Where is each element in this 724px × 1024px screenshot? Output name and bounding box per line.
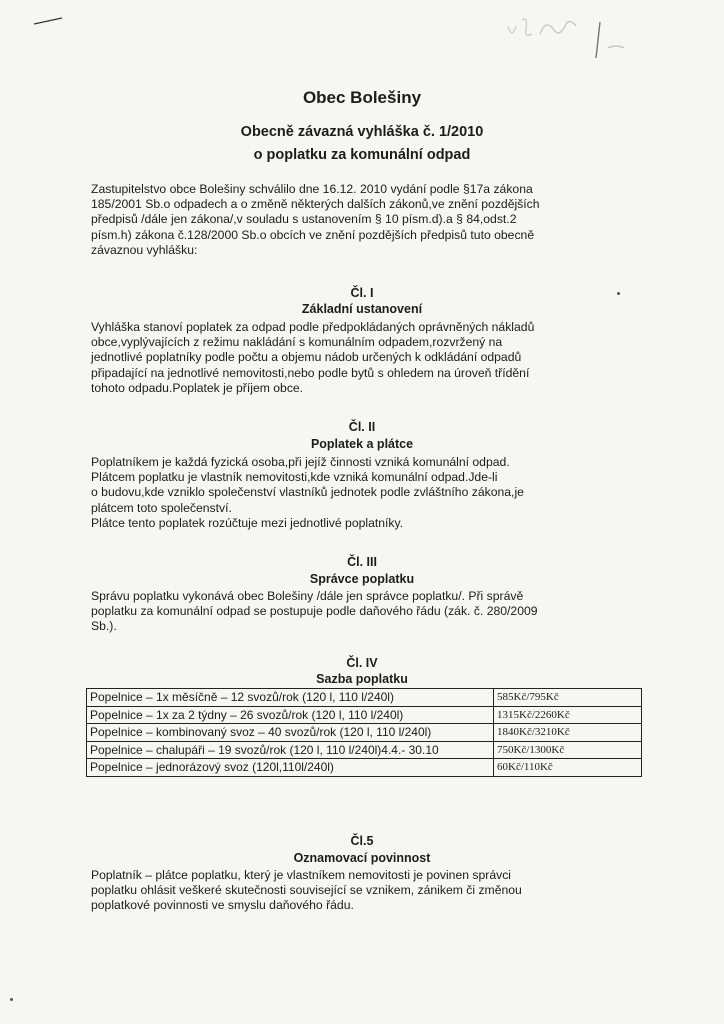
decree-subtitle: o poplatku za komunální odpad <box>253 147 471 163</box>
fee-price: 60Kč/110Kč <box>494 759 642 777</box>
fee-description: Popelnice – kombinovaný svoz – 40 svozů/rok (120 l, 110 l/240l) <box>87 724 494 742</box>
section-2-text: Poplatníkem je každá fyzická osoba,při jejíž činnosti vzniká komunální odpad. Plátcem poplatku je vlastník nemovitosti,kde vzniká komunální odpad.Jde-li o budovu,kde vzniklo společenství vlastníků jednotek podle zvláštního zákona,je plátcem toto společenství. Plátce tento poplatek rozúčtuje mezi jednotlivé poplatníky. <box>91 455 524 530</box>
pen-mark-icon <box>32 14 68 28</box>
scan-speck <box>10 998 13 1001</box>
table-row <box>87 689 642 707</box>
table-row <box>87 759 642 777</box>
fee-description: Popelnice – 1x za 2 týdny – 26 svozů/rok (120 l, 110 l/240l) <box>87 706 494 724</box>
fee-price: 1315Kč/2260Kč <box>494 706 642 724</box>
fee-description: Popelnice – chalupáři – 19 svozů/rok (120 l, 110 l/240l)4.4.- 30.10 <box>87 741 494 759</box>
section-4-number: Čl. IV <box>346 656 378 670</box>
section-5-text: Poplatník – plátce poplatku, který je vlastníkem nemovitosti je povinen správci poplatku ohlásit veškeré skutečnosti související se vznikem, zánikem či změnou poplatkové povinnosti ve smyslu daňového řádu. <box>91 868 522 913</box>
fee-description: Popelnice – jednorázový svoz (120l,110l/240l) <box>87 759 494 777</box>
section-2-number: Čl. II <box>348 420 376 434</box>
section-3-text: Správu poplatku vykonává obec Bolešiny /dále jen správce poplatku/. Při správě poplatku za komunální odpad se postupuje podle daňového řádu (zák. č. 280/2009 Sb.). <box>91 589 538 634</box>
section-1-title: Základní ustanovení <box>301 302 423 316</box>
section-4-title: Sazba poplatku <box>316 672 408 686</box>
fee-table <box>86 688 642 777</box>
fee-description: Popelnice – 1x měsíčně – 12 svozů/rok (120 l, 110 l/240l) <box>87 689 494 707</box>
section-3-title: Správce poplatku <box>309 572 415 586</box>
section-1-number: Čl. I <box>350 286 374 300</box>
section-1-text: Vyhláška stanoví poplatek za odpad podle předpokládaných oprávněných nákladů obce,vyplývajících z režimu nakládání s komunálním odpadem,rozvržený na jednotlivé poplatníky podle počtu a objemu nádob určených k odkládání odpadů připadající na jednotlivé nemovitosti,nebo podle bytů s ohledem na úroveň třídění tohoto odpadu.Poplatek je příjem obce. <box>91 320 535 395</box>
table-row <box>87 724 642 742</box>
handwritten-note-icon <box>500 8 640 68</box>
section-5-number: Čl.5 <box>350 834 374 848</box>
decree-title: Obecně závazná vyhláška č. 1/2010 <box>240 124 484 140</box>
intro-paragraph: Zastupitelstvo obce Bolešiny schválilo dne 16.12. 2010 vydání podle §17a zákona 185/2001 Sb.o odpadech a o změně některých dalších zákonů,ve znění pozdějších předpisů /dále jen zákona/,v souladu s ustanovením § 10 písm.d).a § 84,odst.2 písm.h) zákona č.128/2000 Sb.o obcích ve znění pozdějších předpisů tuto obecně závaznou vyhlášku: <box>91 182 540 257</box>
table-row <box>87 741 642 759</box>
section-5-title: Oznamovací povinnost <box>293 851 431 865</box>
fee-price: 585Kč/795Kč <box>494 689 642 707</box>
fee-price: 1840Kč/3210Kč <box>494 724 642 742</box>
fee-price: 750Kč/1300Kč <box>494 741 642 759</box>
section-3-number: Čl. III <box>347 555 377 569</box>
table-row <box>87 706 642 724</box>
section-2-title: Poplatek a plátce <box>310 437 414 451</box>
municipality-heading: Obec Bolešiny <box>302 88 422 107</box>
scan-speck <box>617 292 620 295</box>
